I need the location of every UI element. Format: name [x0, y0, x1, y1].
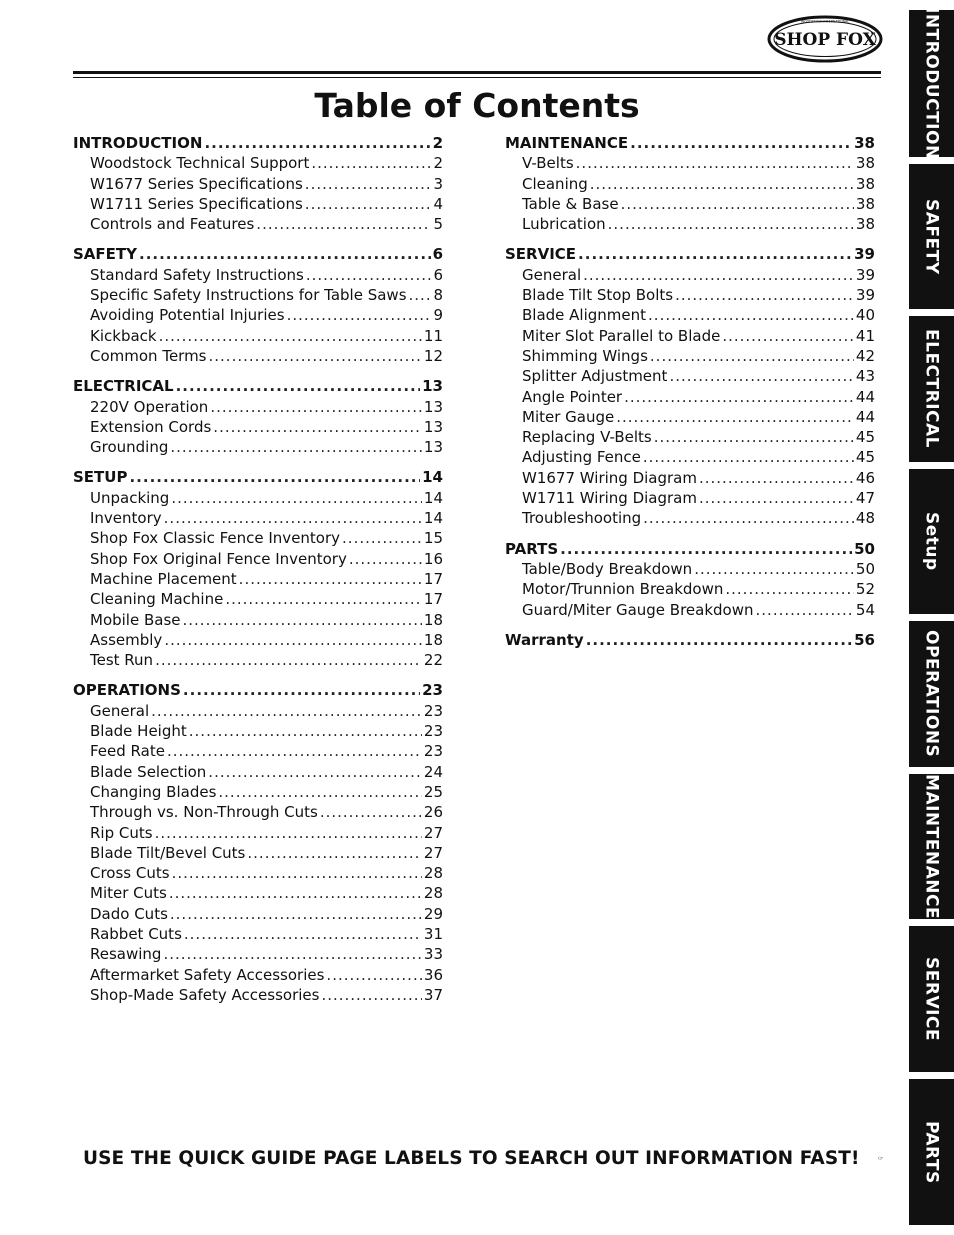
toc-leader-dots — [630, 133, 852, 153]
toc-entry-label: Machine Placement — [90, 569, 237, 588]
toc-leader-dots — [184, 924, 422, 944]
toc-page-number: 43 — [855, 367, 875, 386]
toc-leader-dots — [163, 944, 421, 964]
toc-entry-label: Blade Tilt Stop Bolts — [522, 286, 674, 305]
toc-entry-label: Adjusting Fence — [522, 448, 641, 467]
tab-operations[interactable] — [909, 621, 954, 767]
toc-right-column — [505, 133, 875, 660]
toc-page-number: 50 — [854, 539, 875, 558]
toc-entry-label: General — [90, 701, 150, 720]
toc-entry-label: Splitter Adjustment — [522, 367, 668, 386]
toc-entry[interactable] — [73, 194, 443, 214]
page-title: Table of Contents — [314, 86, 640, 125]
toc-page-number: 50 — [855, 559, 875, 578]
toc-entry[interactable] — [505, 214, 875, 234]
toc-entry-label: Guard/Miter Gauge Breakdown — [522, 600, 754, 619]
toc-entry[interactable] — [73, 701, 443, 721]
toc-page-number: 45 — [855, 428, 875, 447]
toc-leader-dots — [560, 539, 852, 559]
logo-small-text: WOODSTOCK INTERNATIONAL — [801, 19, 849, 24]
toc-leader-dots — [650, 346, 854, 366]
toc-entry[interactable] — [73, 346, 443, 366]
toc-entry[interactable] — [73, 589, 443, 609]
toc-page-number: 12 — [423, 346, 443, 365]
toc-entry[interactable] — [73, 326, 443, 346]
toc-entry[interactable] — [505, 579, 875, 599]
toc-entry[interactable] — [73, 721, 443, 741]
toc-page-number: 13 — [422, 377, 443, 396]
toc-entry[interactable] — [73, 630, 443, 650]
toc-entry-label: Blade Tilt/Bevel Cuts — [90, 843, 246, 862]
toc-entry[interactable] — [505, 174, 875, 194]
shop-fox-logo — [767, 14, 883, 64]
toc-entry-label: Assembly — [90, 630, 163, 649]
toc-entry-label: Shop Fox Original Fence Inventory — [90, 549, 347, 568]
toc-entry-label: Dado Cuts — [90, 904, 168, 923]
toc-page-number: 54 — [855, 600, 875, 619]
toc-page-number: 40 — [855, 306, 875, 325]
toc-entry[interactable] — [73, 508, 443, 528]
toc-entry-label: Shimming Wings — [522, 346, 648, 365]
toc-leader-dots — [218, 782, 422, 802]
toc-entry[interactable] — [73, 214, 443, 234]
toc-entry-label: Mobile Base — [90, 610, 181, 629]
toc-page-number: 56 — [854, 630, 875, 649]
toc-section-heading[interactable] — [73, 680, 443, 700]
toc-page-number: 29 — [423, 904, 443, 923]
toc-entry-label: Standard Safety Instructions — [90, 265, 304, 284]
toc-leader-dots — [155, 650, 422, 670]
toc-page-number: 39 — [855, 265, 875, 284]
toc-page-number: 6 — [433, 265, 443, 284]
toc-leader-dots — [608, 214, 854, 234]
toc-leader-dots — [239, 569, 422, 589]
toc-heading-label: ELECTRICAL — [73, 377, 174, 396]
toc-entry[interactable] — [73, 549, 443, 569]
toc-leader-dots — [643, 447, 854, 467]
toc-leader-dots — [189, 721, 422, 741]
toc-page-number: 26 — [423, 803, 443, 822]
toc-leader-dots — [210, 397, 422, 417]
toc-page-number: 17 — [423, 590, 443, 609]
toc-page-number: 39 — [854, 245, 875, 264]
toc-entry[interactable] — [73, 843, 443, 863]
tab-label: INTRODUCTION — [921, 7, 942, 160]
toc-leader-dots — [586, 630, 852, 650]
toc-entry-label: Cleaning — [522, 174, 588, 193]
toc-entry-label: Test Run — [90, 651, 154, 670]
toc-leader-dots — [176, 376, 421, 396]
toc-leader-dots — [159, 326, 422, 346]
toc-page-number: 44 — [855, 407, 875, 426]
toc-entry[interactable] — [505, 600, 875, 620]
toc-entry-label: Miter Slot Parallel to Blade — [522, 326, 721, 345]
toc-entry-label: Blade Selection — [90, 762, 207, 781]
toc-leader-dots — [183, 610, 422, 630]
toc-leader-dots — [164, 630, 422, 650]
toc-entry-label: Resawing — [90, 945, 162, 964]
toc-page-number: 23 — [422, 681, 443, 700]
toc-page-number: 38 — [855, 154, 875, 173]
toc-entry[interactable] — [505, 559, 875, 579]
toc-page-number: 14 — [423, 488, 443, 507]
toc-page-number: 52 — [855, 580, 875, 599]
toc-entry[interactable] — [505, 488, 875, 508]
toc-page-number: 22 — [423, 651, 443, 670]
toc-page-number: 41 — [855, 326, 875, 345]
tab-label: Setup — [921, 512, 942, 571]
toc-entry-label: V-Belts — [522, 154, 574, 173]
toc-section — [73, 376, 443, 457]
toc-heading-label: Warranty — [505, 630, 584, 649]
toc-leader-dots — [349, 549, 422, 569]
toc-entry[interactable] — [73, 417, 443, 437]
toc-leader-dots — [204, 133, 430, 153]
toc-leader-dots — [320, 802, 422, 822]
toc-page-number: 9 — [433, 306, 443, 325]
toc-entry[interactable] — [73, 528, 443, 548]
tab-setup[interactable] — [909, 469, 954, 614]
toc-page-number: 24 — [423, 762, 443, 781]
toc-entry[interactable] — [73, 397, 443, 417]
toc-entry-label: 220V Operation — [90, 397, 209, 416]
toc-entry-label: Changing Blades — [90, 782, 217, 801]
toc-leader-dots — [209, 346, 422, 366]
toc-page-number: 8 — [433, 286, 443, 305]
toc-page-number: 14 — [422, 468, 443, 487]
toc-leader-dots — [287, 305, 432, 325]
toc-entry[interactable] — [505, 468, 875, 488]
toc-page-number: 2 — [433, 154, 443, 173]
toc-page-number: 37 — [423, 985, 443, 1004]
toc-page-number: 38 — [854, 134, 875, 152]
toc-page-number: 13 — [423, 438, 443, 457]
toc-entry-label: Woodstock Technical Support — [90, 154, 310, 173]
toc-leader-dots — [624, 387, 854, 407]
toc-entry-label: Kickback — [90, 326, 157, 345]
toc-leader-dots — [306, 265, 432, 285]
toc-leader-dots — [694, 559, 854, 579]
toc-page-number: 18 — [423, 630, 443, 649]
quick-guide-tabs — [909, 0, 954, 1235]
toc-leader-dots — [342, 528, 422, 548]
tab-maintenance[interactable] — [909, 774, 954, 919]
tab-service[interactable] — [909, 926, 954, 1072]
toc-entry-label: Controls and Features — [90, 215, 255, 234]
toc-entry-label: Blade Height — [90, 722, 187, 741]
toc-page-number: 27 — [423, 843, 443, 862]
toc-page-number: 38 — [855, 174, 875, 193]
toc-entry-label: Shop Fox Classic Fence Inventory — [90, 529, 341, 548]
toc-entry[interactable] — [73, 883, 443, 903]
toc-leader-dots — [170, 437, 422, 457]
toc-leader-dots — [576, 153, 854, 173]
toc-entry[interactable] — [505, 305, 875, 325]
toc-entry[interactable] — [73, 265, 443, 285]
toc-page-number: 39 — [855, 286, 875, 305]
toc-entry[interactable] — [73, 305, 443, 325]
toc-section — [505, 630, 875, 650]
toc-leader-dots — [675, 285, 854, 305]
toc-leader-dots — [409, 285, 432, 305]
toc-entry-label: Miter Gauge — [522, 407, 615, 426]
toc-entry[interactable] — [73, 285, 443, 305]
toc-entry[interactable] — [505, 508, 875, 528]
toc-entry[interactable] — [73, 650, 443, 670]
toc-entry-label: Rip Cuts — [90, 823, 153, 842]
toc-entry[interactable] — [73, 904, 443, 924]
toc-entry-label: General — [522, 265, 582, 284]
toc-entry[interactable] — [73, 863, 443, 883]
tab-safety[interactable] — [909, 164, 954, 309]
toc-page-number: 31 — [423, 924, 443, 943]
toc-page-number: 38 — [855, 215, 875, 234]
toc-entry[interactable] — [73, 610, 443, 630]
toc-page-number: 23 — [423, 722, 443, 741]
tab-label: SERVICE — [921, 956, 942, 1042]
toc-leader-dots — [648, 305, 854, 325]
toc-section — [505, 539, 875, 620]
toc-section-heading[interactable] — [73, 467, 443, 487]
toc-heading-label: SERVICE — [505, 245, 577, 264]
tab-label: MAINTENANCE — [921, 773, 942, 920]
tab-label: SAFETY — [921, 198, 942, 275]
toc-entry[interactable] — [73, 569, 443, 589]
toc-entry[interactable] — [505, 427, 875, 447]
header-rule-thin — [73, 77, 881, 78]
toc-leader-dots — [305, 174, 432, 194]
toc-entry-label: Lubrication — [522, 215, 606, 234]
toc-page-number: 27 — [423, 823, 443, 842]
toc-entry[interactable] — [505, 366, 875, 386]
toc-entry[interactable] — [73, 965, 443, 985]
toc-page-number: 3 — [433, 174, 443, 193]
toc-leader-dots — [151, 701, 422, 721]
toc-page-number: 46 — [855, 468, 875, 487]
tab-label: OPERATIONS — [921, 630, 942, 758]
toc-entry[interactable] — [73, 802, 443, 822]
toc-entry-label: Shop-Made Safety Accessories — [90, 985, 320, 1004]
toc-leader-dots — [129, 467, 420, 487]
toc-entry-label: Angle Pointer — [522, 387, 623, 406]
toc-leader-dots — [183, 680, 420, 700]
toc-section — [73, 244, 443, 366]
toc-page-number: 16 — [423, 549, 443, 568]
toc-entry[interactable] — [505, 346, 875, 366]
toc-leader-dots — [616, 407, 854, 427]
toc-leader-dots — [699, 488, 854, 508]
toc-page-number: 47 — [855, 489, 875, 508]
toc-entry-label: Aftermarket Safety Accessories — [90, 965, 325, 984]
toc-page-number: 4 — [433, 194, 443, 213]
toc-leader-dots — [699, 468, 854, 488]
toc-section — [73, 680, 443, 1005]
toc-heading-label: INTRODUCTION — [73, 134, 203, 152]
toc-section — [505, 244, 875, 528]
toc-entry[interactable] — [505, 285, 875, 305]
toc-page-number: 45 — [855, 448, 875, 467]
toc-heading-label: SETUP — [73, 468, 128, 487]
footer — [83, 1143, 883, 1173]
toc-entry[interactable] — [73, 153, 443, 173]
header-rule-thick — [73, 71, 881, 74]
toc-entry-label: W1677 Series Specifications — [90, 174, 303, 193]
toc-leader-dots — [756, 600, 854, 620]
toc-leader-dots — [305, 194, 432, 214]
toc-entry-label: Specific Safety Instructions for Table Saws — [90, 286, 407, 305]
toc-entry[interactable] — [505, 194, 875, 214]
toc-left-column — [73, 133, 443, 1015]
toc-leader-dots — [167, 741, 422, 761]
toc-entry-label: Extension Cords — [90, 417, 212, 436]
toc-leader-dots — [155, 823, 422, 843]
toc-page-number: 48 — [855, 509, 875, 528]
toc-entry[interactable] — [73, 944, 443, 964]
toc-entry[interactable] — [73, 488, 443, 508]
toc-heading-label: MAINTENANCE — [505, 134, 629, 152]
toc-entry-label: Cross Cuts — [90, 864, 170, 883]
toc-heading-label: PARTS — [505, 539, 559, 558]
tab-introduction[interactable] — [909, 7, 954, 160]
toc-entry[interactable] — [505, 407, 875, 427]
toc-entry-label: Through vs. Non-Through Cuts — [90, 803, 318, 822]
toc-page-number: 11 — [423, 326, 443, 345]
toc-entry[interactable] — [73, 782, 443, 802]
toc-leader-dots — [225, 589, 422, 609]
toc-entry[interactable] — [73, 741, 443, 761]
toc-leader-dots — [170, 904, 422, 924]
toc-page-number: 23 — [423, 742, 443, 761]
toc-leader-dots — [247, 843, 422, 863]
toc-entry-label: Motor/Trunnion Breakdown — [522, 580, 724, 599]
toc-leader-dots — [654, 427, 854, 447]
toc-leader-dots — [171, 488, 422, 508]
pointing-hand-icon — [878, 1145, 883, 1171]
toc-page-number: 14 — [423, 509, 443, 528]
toc-leader-dots — [725, 579, 854, 599]
toc-leader-dots — [643, 508, 854, 528]
toc-section — [505, 133, 875, 234]
toc-section-heading[interactable] — [505, 630, 875, 650]
toc-leader-dots — [139, 244, 431, 264]
toc-entry-label: W1711 Series Specifications — [90, 194, 303, 213]
toc-section-heading[interactable] — [505, 244, 875, 264]
toc-section — [73, 467, 443, 670]
toc-entry-label: Cleaning Machine — [90, 590, 224, 609]
toc-entry[interactable] — [505, 326, 875, 346]
toc-entry[interactable] — [505, 265, 875, 285]
toc-section-heading[interactable] — [73, 133, 443, 153]
toc-leader-dots — [208, 762, 422, 782]
toc-entry-label: Table & Base — [522, 194, 619, 213]
toc-entry-label: Avoiding Potential Injuries — [90, 306, 285, 325]
toc-entry-label: W1677 Wiring Diagram — [522, 468, 697, 487]
toc-entry-label: Miter Cuts — [90, 884, 167, 903]
toc-heading-label: SAFETY — [73, 245, 137, 264]
toc-leader-dots — [164, 508, 422, 528]
toc-page-number: 28 — [423, 884, 443, 903]
toc-entry[interactable] — [73, 924, 443, 944]
toc-entry-label: Grounding — [90, 438, 169, 457]
toc-entry[interactable] — [73, 437, 443, 457]
tab-label: ELECTRICAL — [921, 329, 942, 449]
toc-entry[interactable] — [73, 985, 443, 1005]
toc-entry-label: Rabbet Cuts — [90, 924, 182, 943]
toc-leader-dots — [669, 366, 853, 386]
toc-entry[interactable] — [73, 823, 443, 843]
tab-parts[interactable] — [909, 1079, 954, 1225]
toc-page-number: 23 — [423, 701, 443, 720]
toc-entry-label: Feed Rate — [90, 742, 165, 761]
toc-entry-label: W1711 Wiring Diagram — [522, 489, 697, 508]
toc-section-heading[interactable] — [73, 376, 443, 396]
toc-leader-dots — [578, 244, 852, 264]
toc-entry[interactable] — [505, 153, 875, 173]
toc-entry[interactable] — [73, 762, 443, 782]
toc-page-number: 28 — [423, 864, 443, 883]
toc-section — [73, 133, 443, 234]
toc-leader-dots — [169, 883, 422, 903]
toc-page-number: 15 — [423, 529, 443, 548]
toc-leader-dots — [311, 153, 431, 173]
toc-entry[interactable] — [73, 174, 443, 194]
toc-page-number: 13 — [423, 417, 443, 436]
toc-page-number: 38 — [855, 194, 875, 213]
footer-text: USE THE QUICK GUIDE PAGE LABELS TO SEARCH OUT INFORMATION FAST! — [83, 1147, 860, 1169]
toc-entry[interactable] — [505, 447, 875, 467]
toc-page-number: 6 — [432, 245, 443, 264]
toc-leader-dots — [326, 965, 421, 985]
toc-entry-label: Replacing V-Belts — [522, 428, 652, 447]
toc-leader-dots — [321, 985, 421, 1005]
toc-leader-dots — [590, 174, 854, 194]
toc-page-number: 36 — [423, 965, 443, 984]
toc-page-number: 13 — [423, 397, 443, 416]
toc-page-number: 33 — [423, 945, 443, 964]
toc-page-number: 2 — [432, 134, 443, 152]
logo-wordmark: SHOP FOX — [774, 30, 876, 50]
toc-entry-label: Unpacking — [90, 488, 170, 507]
toc-leader-dots — [722, 326, 854, 346]
toc-page-number: 44 — [855, 387, 875, 406]
toc-page-number: 5 — [433, 215, 443, 234]
toc-entry-label: Common Terms — [90, 346, 207, 365]
toc-page-number: 17 — [423, 569, 443, 588]
toc-entry[interactable] — [505, 387, 875, 407]
tab-label: PARTS — [921, 1120, 942, 1184]
toc-entry-label: Troubleshooting — [522, 509, 642, 528]
toc-section-heading[interactable] — [505, 539, 875, 559]
toc-entry-label: Table/Body Breakdown — [522, 559, 693, 578]
toc-section-heading[interactable] — [73, 244, 443, 264]
toc-page-number: 25 — [423, 782, 443, 801]
toc-leader-dots — [583, 265, 854, 285]
toc-leader-dots — [256, 214, 431, 234]
toc-heading-label: OPERATIONS — [73, 681, 181, 700]
tab-electrical[interactable] — [909, 316, 954, 462]
toc-section-heading[interactable] — [505, 133, 875, 153]
toc-leader-dots — [621, 194, 854, 214]
toc-leader-dots — [172, 863, 422, 883]
toc-page-number: 18 — [423, 610, 443, 629]
toc-page-number: 42 — [855, 346, 875, 365]
toc-leader-dots — [213, 417, 422, 437]
toc-entry-label: Inventory — [90, 509, 162, 528]
toc-entry-label: Blade Alignment — [522, 306, 647, 325]
